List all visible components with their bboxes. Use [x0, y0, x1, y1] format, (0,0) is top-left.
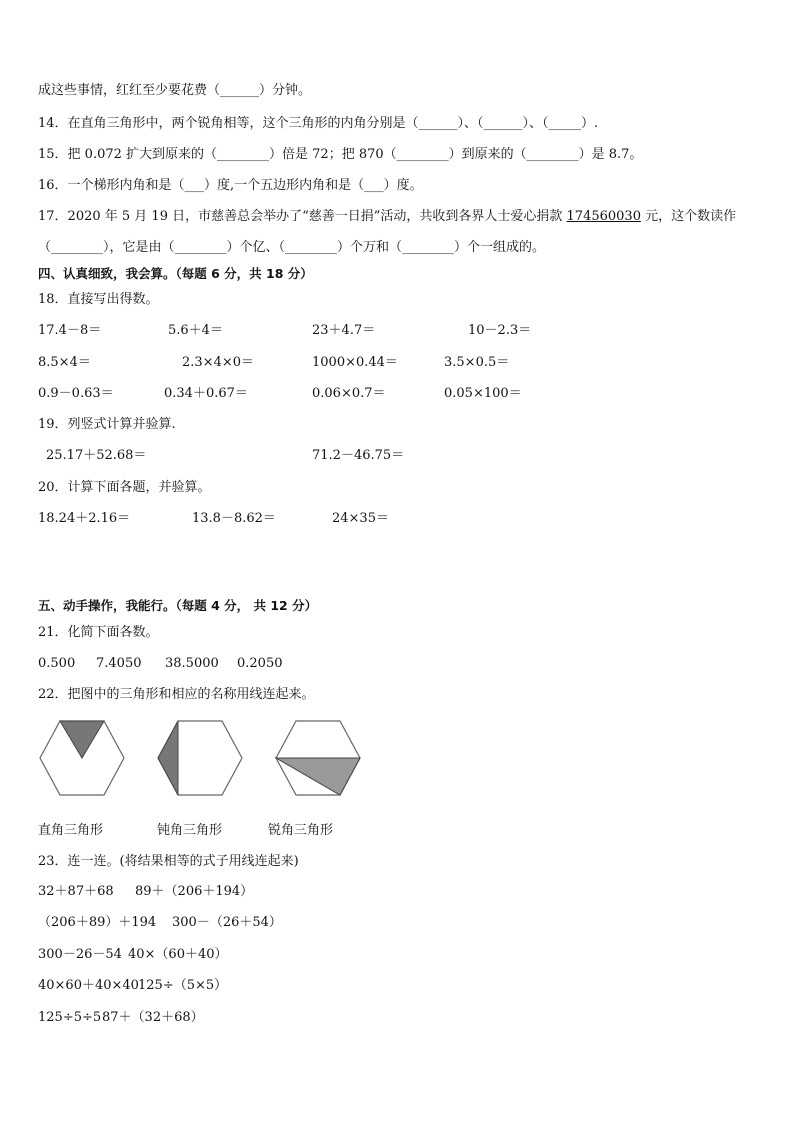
- q21-item: 7.4050: [96, 656, 142, 671]
- question-22-title: 22．把图中的三角形和相应的名称用线连起来。: [38, 687, 315, 702]
- q22-label: 钝角三角形: [157, 823, 223, 838]
- section-5-heading: 五、动手操作，我能行。（每题 4 分， 共 12 分）: [38, 598, 318, 613]
- q23-right: 125÷（5×5）: [138, 978, 228, 993]
- question-19-title: 19．列竖式计算并验算.: [38, 417, 176, 432]
- q13-tail: [38, 82, 311, 100]
- q20-item: 18.24＋2.16＝: [38, 511, 131, 526]
- question-15: 15．把 0.072 扩大到原来的（________）倍是 72；把 870（________）到原来的（________）是 8.7。: [38, 147, 643, 162]
- q18-item: 0.9－0.63＝: [38, 386, 114, 401]
- question-20-title: 20．计算下面各题，并验算。: [38, 480, 211, 495]
- q13-text-end: ）分钟。: [259, 83, 312, 98]
- question-17-line1: [38, 208, 736, 226]
- q18-item: 1000×0.44＝: [312, 355, 398, 370]
- q21-item: 0.500: [38, 656, 76, 671]
- question-23-title: 23．连一连。(将结果相等的式子用线连起来): [38, 854, 299, 869]
- question-14: 14．在直角三角形中，两个锐角相等，这个三角形的内角分别是（______）、（______）、（_____）.: [38, 116, 599, 131]
- q13-text: 成这些事情，红红至少要花费（: [38, 83, 221, 98]
- q13-blank[interactable]: ______: [220, 83, 260, 98]
- q18-item: 3.5×0.5＝: [444, 355, 510, 370]
- q18-item: 2.3×4×0＝: [182, 355, 255, 370]
- q18-item: 0.06×0.7＝: [312, 386, 386, 401]
- q23-left: （206＋89）＋194: [38, 915, 157, 930]
- q23-left: 40×60＋40×40: [38, 978, 139, 993]
- question-17-line2: （________），它是由（________）个亿、（________）个万和（________）个一组成的。: [38, 240, 546, 255]
- q18-item: 10－2.3＝: [468, 323, 532, 338]
- q23-right: 300－（26＋54）: [172, 915, 282, 930]
- q18-item: 0.34＋0.67＝: [164, 386, 248, 401]
- section-4-heading: 四、认真细致，我会算。（每题 6 分，共 18 分）: [38, 266, 313, 281]
- q19-item: 25.17＋52.68＝: [46, 448, 147, 463]
- q18-item: 23＋4.7＝: [312, 323, 376, 338]
- q23-left: 32＋87＋68: [38, 884, 114, 899]
- hexagon-figure-right-triangle: [38, 718, 126, 798]
- q17-text-end: 元，这个数读作: [640, 209, 737, 224]
- q23-left: 125÷5÷5: [38, 1010, 102, 1025]
- q23-right: 89＋（206＋194）: [135, 884, 254, 899]
- q23-right: 87＋（32＋68）: [102, 1010, 204, 1025]
- q22-label: 直角三角形: [38, 823, 104, 838]
- question-16: 16．一个梯形内角和是（___）度,一个五边形内角和是（___）度。: [38, 178, 423, 193]
- q23-right: 40×（60＋40）: [128, 947, 228, 962]
- question-21-title: 21．化简下面各数。: [38, 625, 159, 640]
- q18-item: 17.4－8＝: [38, 323, 102, 338]
- hexagon-figure-obtuse-triangle: [156, 718, 244, 798]
- q20-item: 24×35＝: [332, 511, 389, 526]
- q17-amount: 174560030: [566, 209, 641, 224]
- hexagon-figure-acute-triangle: [274, 718, 362, 798]
- q20-item: 13.8－8.62＝: [192, 511, 276, 526]
- q18-item: 8.5×4＝: [38, 355, 91, 370]
- q17-text: 17．2020 年 5 月 19 日，市慈善总会举办了“慈善一日捐”活动，共收到各界人士爱心捐款: [38, 209, 567, 224]
- q18-item: 5.6＋4＝: [168, 323, 223, 338]
- q21-item: 0.2050: [237, 656, 283, 671]
- q23-left: 300－26－54: [38, 947, 122, 962]
- q21-item: 38.5000: [165, 656, 219, 671]
- question-18-title: 18．直接写出得数。: [38, 292, 159, 307]
- q22-label: 锐角三角形: [268, 823, 334, 838]
- q18-item: 0.05×100＝: [444, 386, 522, 401]
- q19-item: 71.2－46.75＝: [312, 448, 405, 463]
